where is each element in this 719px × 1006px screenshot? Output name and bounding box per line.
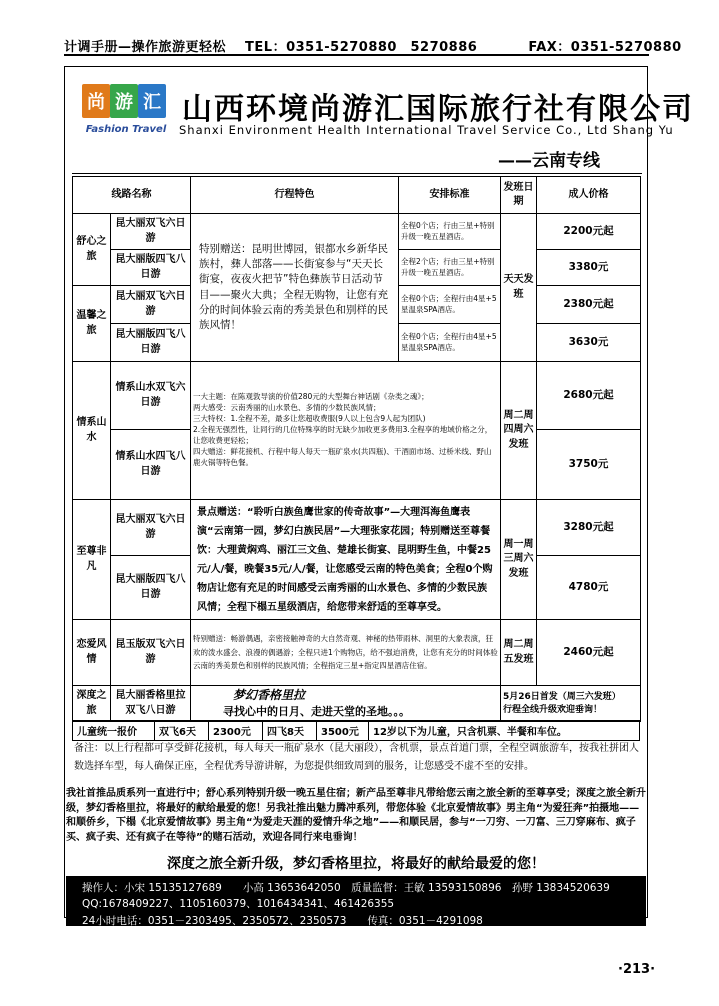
dream-subtitle: 寻找心中的日月、走进天堂的圣地。。。 bbox=[223, 705, 410, 719]
logo-english: Fashion Travel bbox=[85, 124, 167, 135]
special-line-title: ——云南专线 bbox=[498, 151, 600, 171]
group-name: 舒心之旅 bbox=[73, 214, 111, 286]
route-price: 2460元起 bbox=[537, 620, 641, 686]
dream-note: 5月26日首发（周三六发班） bbox=[503, 691, 621, 702]
feature-line: 三大特权：1.全程不差，最多让您超收费服(9人以上包含9人起为团队) bbox=[193, 414, 426, 424]
kids-note: 12岁以下为儿童，只含机票、半餐和车位。 bbox=[369, 721, 640, 741]
route-price: 2680元起 bbox=[537, 362, 641, 430]
route-name: 昆大丽香格里拉双飞八日游 bbox=[111, 686, 191, 722]
header-fax: FAX：0351-5270880 bbox=[528, 40, 682, 55]
header-tel: TEL：0351-5270880 5270886 bbox=[245, 40, 478, 55]
route-name: 情系山水四飞八日游 bbox=[111, 430, 191, 500]
company-name-en: Shanxi Environment Health International Travel Service Co., Ltd Shang Yu bbox=[179, 123, 674, 137]
divider bbox=[72, 173, 642, 174]
promo-text: 我社首推品质系列一直进行中；舒心系列特别升级一晚五星住宿；新产品至尊非凡带给您云南之旅全新的至尊享受；深度之旅全新升级，梦幻香格里拉，将最好的献给最爱的您！另我社推出魅力腾冲系列，带您体验《北京爱情故事》男主角“为爱狂奔”拍摄地——和顺侨乡，下榻《北京爱情故事》男主角“为爱走天涯的爱情升华之地”——和顺民居，参与“一刀穷、一刀富、三刀穿麻布、疯子买、疯子卖、还有疯子在等待”的赌石活动，欢迎各同行来电垂询！ bbox=[66, 788, 646, 843]
dream-title: 梦幻香格里拉 bbox=[233, 688, 306, 702]
route-standard: 全程0个店；全程行由4星+5星温泉SPA酒店。 bbox=[399, 324, 501, 362]
table-row bbox=[73, 721, 640, 741]
kids-price-table bbox=[72, 720, 640, 741]
route-price: 3750元 bbox=[537, 430, 641, 500]
route-feature: 特别赠送：昆明世博园，银都水乡新华民族村，彝人部落——长街宴参与“天天长街宴，夜夜火把节”特色彝族节日活动节目——聚火大典；全程无购物，让您有充分的时间体验云南的秀美景色和别样的民族风情！ bbox=[191, 214, 399, 362]
route-feature: 景点赠送：“聆听白族鱼鹰世家的传奇故事”—大理洱海鱼鹰表演“云南第一园，梦幻白族民居”—大理张家花园；特别赠送至尊餐饮：大理黄焖鸡、丽江三文鱼、楚雄长街宴、昆明野生鱼，中餐25元/人/餐，晚餐35元/人/餐，让您感受云南的特色美食；全程0个购物店让您有充足的时间感受云南秀丽的山水景色、多情的少数民族风情；全程下榻五星级酒店，给您带来舒适的至尊享受。 bbox=[191, 500, 501, 620]
header-price: 成人价格 bbox=[537, 177, 641, 214]
group-name: 深度之旅 bbox=[73, 686, 111, 722]
route-price: 2200元起 bbox=[537, 214, 641, 250]
route-table bbox=[72, 176, 641, 722]
route-name: 昆大丽版四飞八日游 bbox=[111, 556, 191, 620]
route-name: 情系山水双飞六日游 bbox=[111, 362, 191, 430]
header-tagline: 计调手册—操作旅游更轻松 bbox=[64, 40, 227, 55]
route-standard: 全程2个店；行由三星+特别升级一晚五星酒店。 bbox=[399, 250, 501, 286]
header-feature: 行程特色 bbox=[191, 177, 399, 214]
contact-qq: QQ:1678409227、1105160379、1016434341、461426355 bbox=[82, 898, 395, 911]
feature-line: 两大感受：云南秀丽的山水景色、多情的少数民族风情； bbox=[193, 403, 381, 413]
logo-tile: 游 bbox=[110, 84, 138, 118]
kids-item: 四飞8天 bbox=[263, 721, 317, 741]
kids-label: 儿童统一报价 bbox=[73, 721, 155, 741]
route-price: 4780元 bbox=[537, 556, 641, 620]
route-price: 3280元起 bbox=[537, 500, 641, 556]
table-row bbox=[73, 362, 641, 430]
route-price: 3380元 bbox=[537, 250, 641, 286]
group-name: 情系山水 bbox=[73, 362, 111, 500]
group-name: 恋爱风情 bbox=[73, 620, 111, 686]
table-row bbox=[73, 500, 641, 556]
route-price: 2380元起 bbox=[537, 286, 641, 324]
route-standard: 全程0个店；行由三星+特别升级一晚五星酒店。 bbox=[399, 214, 501, 250]
route-standard: 全程0个店；全程行由4星+5星温泉SPA酒店。 bbox=[399, 286, 501, 324]
route-price: 3630元 bbox=[537, 324, 641, 362]
company-name: 山西环境尚游汇国际旅行社有限公司 bbox=[182, 92, 694, 127]
departure-date: 周二周四周六发班 bbox=[501, 362, 537, 500]
kids-item: 双飞6天 bbox=[155, 721, 209, 741]
table-row bbox=[73, 620, 641, 686]
route-name: 昆大丽版四飞八日游 bbox=[111, 250, 191, 286]
departure-date: 天天发班 bbox=[501, 214, 537, 362]
slogan: 深度之旅全新升级，梦幻香格里拉，将最好的献给最爱的您！ bbox=[167, 856, 545, 872]
header-route: 线路名称 bbox=[73, 177, 191, 214]
kids-item: 2300元 bbox=[209, 721, 263, 741]
feature-line: 2.全程无强烈性，让同行的几位特殊享的时无缺少加收更多费用3.全程享的地域价格之分，让您收费更轻松； bbox=[193, 425, 493, 445]
header-bar bbox=[64, 36, 682, 56]
dream-note: 行程全线升级欢迎垂询！ bbox=[503, 704, 603, 715]
logo-tile: 尚 bbox=[82, 84, 110, 118]
contact-phone: 24小时电话：0351－2303495、2350572、2350573 传真：0351－4291098 bbox=[82, 914, 483, 927]
feature-line: 四大赠送：鲜花接机、行程中每人每天一瓶矿泉水(共四瓶)、干酒面市场、过桥米线、野山鹿火锅等特色餐。 bbox=[193, 446, 492, 467]
company-logo bbox=[82, 80, 170, 142]
route-name: 昆大丽双飞六日游 bbox=[111, 286, 191, 324]
route-feature: 特别赠送：畅游偶遇，亲密接触神奇的大自然奇观、神秘的热带雨林、洞里的大象表演，狂欢的泼水盛会、浪漫的偶遇游；全程只进1个购物店，给不强迫消费，让您有充分的时间体验云南的秀美景色和别样的民族风情；全程指定三星+指定四星酒店住宿。 bbox=[191, 620, 501, 686]
route-feature bbox=[191, 686, 501, 722]
departure-date: 周一周三周六发班 bbox=[501, 500, 537, 620]
logo-tile: 汇 bbox=[138, 84, 166, 118]
route-feature bbox=[191, 362, 501, 500]
remark-text: 备注：以上行程都可享受鲜花接机，每人每天一瓶矿泉水（昆大丽段），含机票，景点首道门票，全程空调旅游车，按我社拼团人数选择车型，每人确保正座，全程优秀导游讲解，为您提供细致周到的服务，让您感受不虚不至的安排。 bbox=[74, 743, 639, 772]
header-departure: 发班日期 bbox=[501, 177, 537, 214]
route-name: 昆大丽双飞六日游 bbox=[111, 500, 191, 556]
route-name: 昆大丽双飞六日游 bbox=[111, 214, 191, 250]
dream-notes bbox=[501, 686, 641, 722]
departure-date: 周二周五发班 bbox=[501, 620, 537, 686]
contact-panel bbox=[66, 876, 646, 926]
table-row bbox=[73, 686, 641, 722]
contact-operators: 操作人：小宋 15135127689 小高 13653642050 质量监督：王敏 13593150896 孙野 13834520639 bbox=[82, 882, 610, 894]
feature-line: 一大主题：在陈观敦导演的价值280元的大型舞台神话剧《杂类之魂》； bbox=[193, 392, 429, 402]
page-number: ·213· bbox=[618, 962, 656, 977]
table-header-row bbox=[73, 177, 641, 214]
kids-item: 3500元 bbox=[317, 721, 369, 741]
header-standard: 安排标准 bbox=[399, 177, 501, 214]
group-name: 至尊非凡 bbox=[73, 500, 111, 620]
group-name: 温馨之旅 bbox=[73, 286, 111, 362]
route-name: 昆玉版双飞六日游 bbox=[111, 620, 191, 686]
table-row bbox=[73, 214, 641, 250]
route-name: 昆大丽版四飞八日游 bbox=[111, 324, 191, 362]
